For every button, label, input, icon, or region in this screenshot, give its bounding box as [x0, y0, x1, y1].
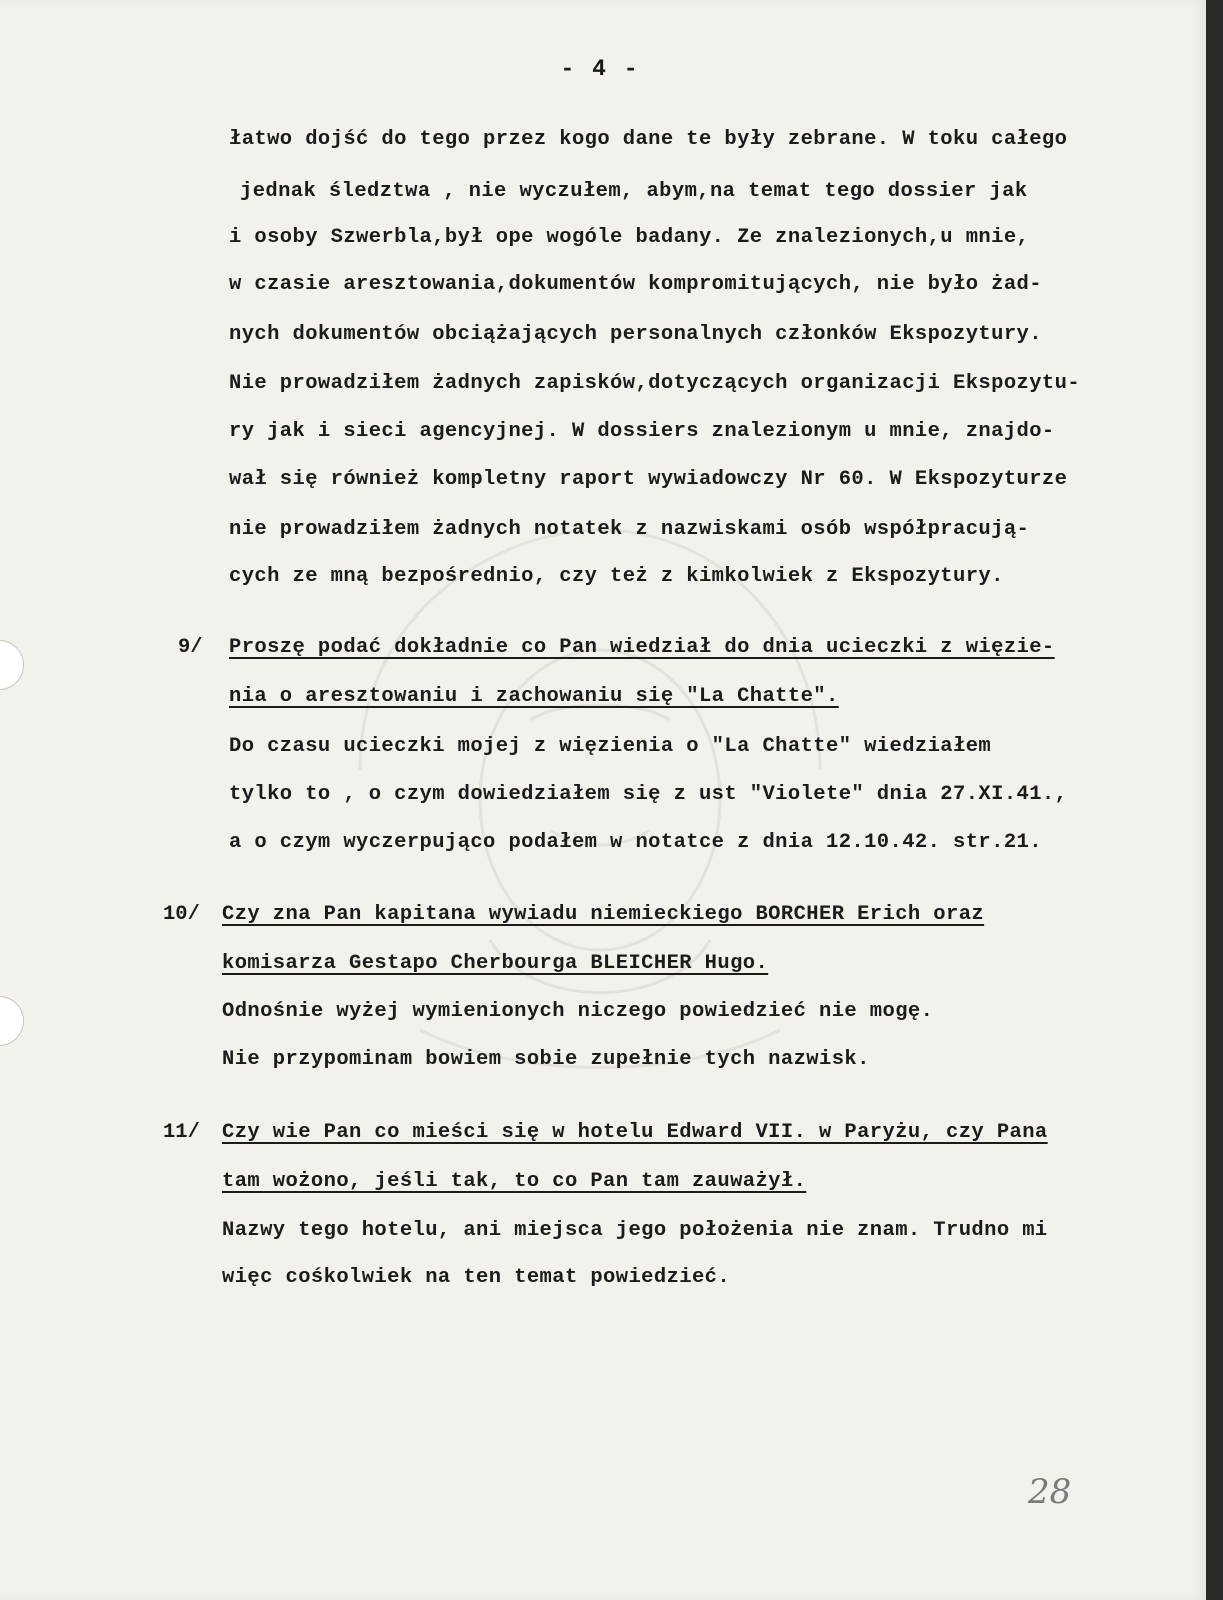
- question-number: 11/: [163, 1121, 200, 1144]
- question-line: komisarza Gestapo Cherbourga BLEICHER Hugo.: [222, 952, 769, 975]
- text-line: nie prowadziłem żadnych notatek z nazwiskami osób współpracują-: [229, 518, 1030, 541]
- text-line: Nie prowadziłem żadnych zapisków,dotyczących organizacji Ekspozytu-: [229, 372, 1081, 395]
- text-line: i osoby Szwerbla,był ope wogóle badany. Ze znalezionych,u mnie,: [229, 226, 1030, 249]
- question-line: Proszę podać dokładnie co Pan wiedział do dnia ucieczki z więzie-: [229, 636, 1055, 659]
- answer-line: więc cośkolwiek na ten temat powiedzieć.: [222, 1266, 731, 1289]
- question-line: tam wożono, jeśli tak, to co Pan tam zauważył.: [222, 1170, 807, 1193]
- question-line: Czy zna Pan kapitana wywiadu niemieckiego BORCHER Erich oraz: [222, 903, 985, 926]
- handwritten-folio-number: 28: [1028, 1472, 1072, 1512]
- page-number: - 4 -: [560, 56, 640, 82]
- text-line: łatwo dojść do tego przez kogo dane te były zebrane. W toku całego: [229, 128, 1068, 151]
- answer-line: Do czasu ucieczki mojej z więzienia o "La Chatte" wiedziałem: [229, 735, 992, 758]
- punch-hole: [0, 996, 24, 1046]
- punch-hole: [0, 640, 24, 690]
- text-line: nych dokumentów obciążających personalnych członków Ekspozytury.: [229, 323, 1042, 346]
- answer-line: Nazwy tego hotelu, ani miejsca jego położenia nie znam. Trudno mi: [222, 1219, 1048, 1242]
- answer-line: Odnośnie wyżej wymienionych niczego powiedzieć nie mogę.: [222, 1000, 934, 1023]
- answer-line: Nie przypominam bowiem sobie zupełnie tych nazwisk.: [222, 1048, 870, 1071]
- text-line: wał się również kompletny raport wywiadowczy Nr 60. W Ekspozyturze: [229, 468, 1068, 491]
- text-line: w czasie aresztowania,dokumentów kompromitujących, nie było żad-: [229, 273, 1042, 296]
- question-number: 10/: [163, 903, 200, 926]
- question-line: Czy wie Pan co mieści się w hotelu Edward VII. w Paryżu, czy Pana: [222, 1121, 1048, 1144]
- text-line: ry jak i sieci agencyjnej. W dossiers znalezionym u mnie, znajdo-: [229, 420, 1055, 443]
- question-number: 9/: [178, 636, 203, 659]
- answer-line: tylko to , o czym dowiedziałem się z ust "Violete" dnia 27.XI.41.,: [229, 783, 1068, 806]
- answer-line: a o czym wyczerpująco podałem w notatce z dnia 12.10.42. str.21.: [229, 831, 1042, 854]
- text-line: cych ze mną bezpośrednio, czy też z kimkolwiek z Ekspozytury.: [229, 565, 1004, 588]
- text-line: jednak śledztwa , nie wyczułem, abym,na temat tego dossier jak: [240, 180, 1028, 203]
- archive-watermark-seal: [300, 470, 860, 1090]
- question-line: nia o aresztowaniu i zachowaniu się "La Chatte".: [229, 685, 839, 708]
